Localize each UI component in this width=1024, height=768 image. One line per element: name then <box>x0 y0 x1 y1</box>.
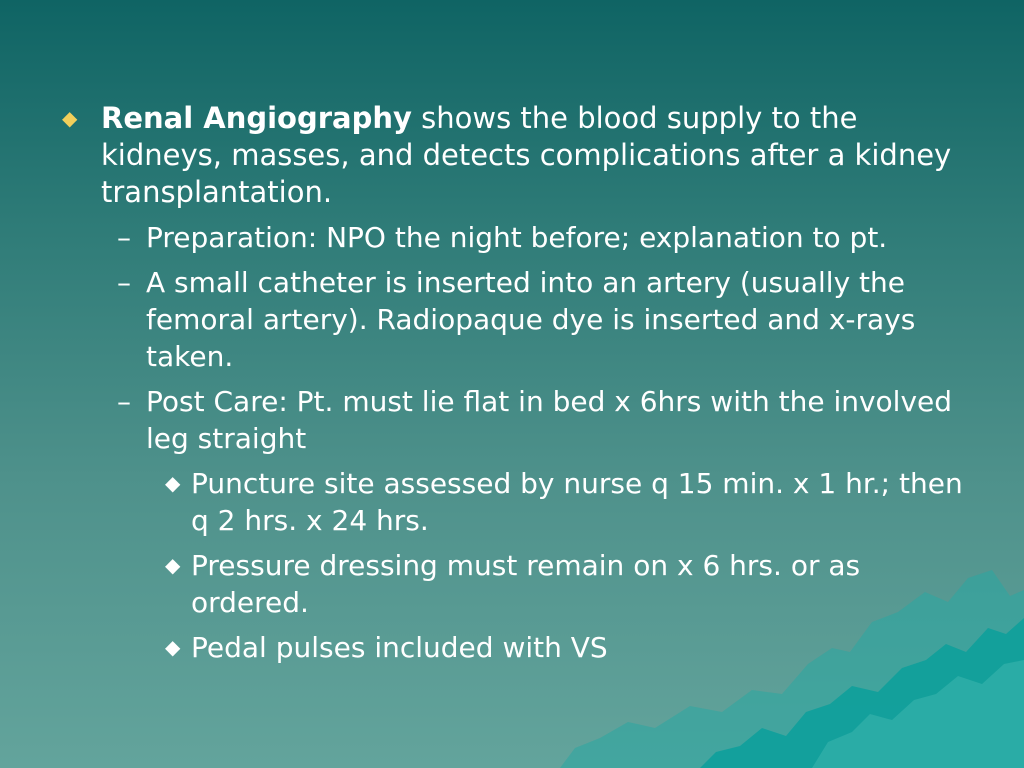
sub-bullet-text: Preparation: NPO the night before; explanation to pt. <box>146 221 888 254</box>
sub-sub-bullet-text: Puncture site assessed by nurse q 15 min. x 1 hr.; then q 2 hrs. x 24 hrs. <box>191 467 963 537</box>
sub-bullet-text: A small catheter is inserted into an artery (usually the femoral artery). Radiopaque dye is inserted and x-rays taken. <box>146 266 916 373</box>
sub-bullet-post-care <box>117 383 970 457</box>
dash-bullet: – <box>117 385 131 418</box>
diamond-bullet-icon: ◆ <box>62 106 78 130</box>
sub-sub-bullet-text: Pedal pulses included with VS <box>191 631 608 664</box>
sub-bullet-text: Post Care: Pt. must lie flat in bed x 6hrs with the involved leg straight <box>146 385 953 455</box>
diamond-outline-bullet-icon: ◆ <box>165 471 181 495</box>
sub-sub-bullet-pressure-dressing <box>164 547 970 621</box>
slide-content <box>60 100 970 674</box>
dash-bullet: – <box>117 221 131 254</box>
sub-sub-bullet-pedal-pulses <box>164 629 970 666</box>
bullet-text: shows the blood supply to the kidneys, masses, and detects complications after a kidney transplantation. <box>101 101 952 209</box>
sub-sub-bullet-puncture-site <box>164 465 970 539</box>
bold-term: Renal Angiography <box>101 101 412 135</box>
dash-bullet: – <box>117 266 131 299</box>
bullet-renal-angiography <box>60 100 970 211</box>
sub-bullet-preparation <box>117 219 970 256</box>
diamond-outline-bullet-icon: ◆ <box>165 635 181 659</box>
diamond-outline-bullet-icon: ◆ <box>165 553 181 577</box>
sub-bullet-catheter <box>117 264 970 375</box>
sub-sub-bullet-text: Pressure dressing must remain on x 6 hrs. or as ordered. <box>191 549 861 619</box>
